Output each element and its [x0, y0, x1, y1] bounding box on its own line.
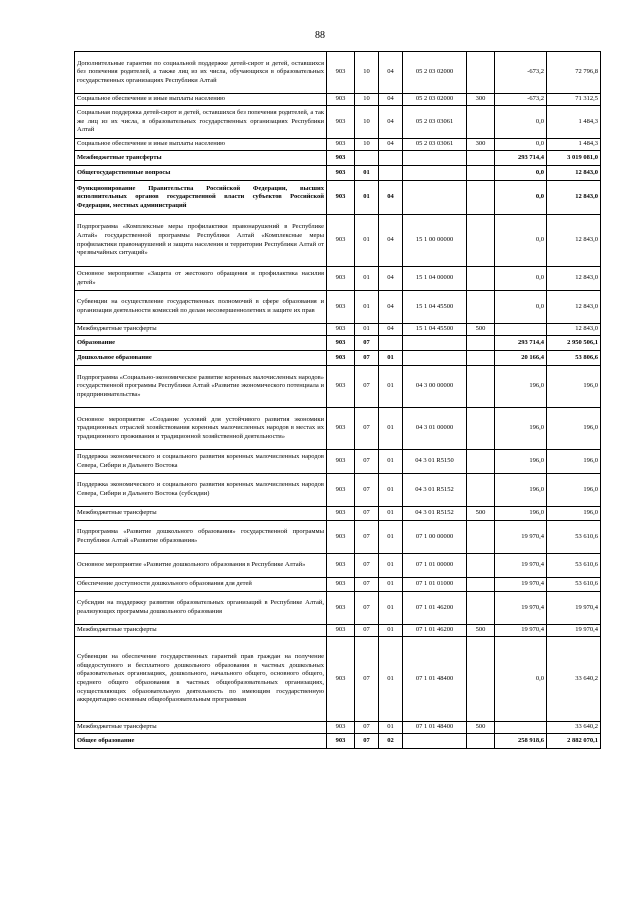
- row-subsection-code: 02: [379, 734, 403, 749]
- table-row: [75, 106, 601, 139]
- row-expense-type-code: 300: [467, 139, 495, 151]
- row-ministry-code: 903: [327, 94, 355, 106]
- row-subsection-code: 01: [379, 366, 403, 408]
- table-row: [75, 637, 601, 722]
- table-row: [75, 625, 601, 637]
- row-ministry-code: 903: [327, 151, 355, 166]
- row-expense-type-code: [467, 215, 495, 267]
- row-amount-total: 196,0: [547, 507, 601, 521]
- row-ministry-code: 903: [327, 734, 355, 749]
- table-row: [75, 366, 601, 408]
- row-amount-total: 33 640,2: [547, 722, 601, 734]
- row-target-article-code: 05 2 03 02000: [403, 94, 467, 106]
- row-subsection-code: 04: [379, 267, 403, 291]
- row-expense-type-code: 500: [467, 625, 495, 637]
- row-target-article-code: 07 1 01 00000: [403, 554, 467, 578]
- row-name: Основное мероприятие «Защита от жестокого обращения и профилактика насилия детей»: [75, 267, 327, 291]
- row-expense-type-code: 500: [467, 722, 495, 734]
- row-section-code: 10: [355, 106, 379, 139]
- row-target-article-code: 15 1 04 45500: [403, 324, 467, 336]
- row-expense-type-code: [467, 450, 495, 474]
- table-row: [75, 351, 601, 366]
- row-amount-total: 53 610,6: [547, 554, 601, 578]
- row-expense-type-code: [467, 106, 495, 139]
- row-ministry-code: 903: [327, 351, 355, 366]
- table-row: [75, 94, 601, 106]
- row-subsection-code: 01: [379, 592, 403, 625]
- table-row: [75, 166, 601, 181]
- row-amount-change: 0,0: [495, 166, 547, 181]
- row-expense-type-code: [467, 592, 495, 625]
- row-target-article-code: 04 3 01 R5150: [403, 450, 467, 474]
- row-subsection-code: 04: [379, 291, 403, 324]
- row-amount-change: 293 714,4: [495, 151, 547, 166]
- row-expense-type-code: [467, 474, 495, 507]
- table-row: [75, 734, 601, 749]
- table-row: [75, 521, 601, 554]
- row-section-code: 07: [355, 408, 379, 450]
- row-ministry-code: 903: [327, 507, 355, 521]
- row-ministry-code: 903: [327, 106, 355, 139]
- row-expense-type-code: [467, 521, 495, 554]
- row-name: Социальное обеспечение и иные выплаты населению: [75, 139, 327, 151]
- page-number: 88: [315, 30, 325, 41]
- row-name: Субвенции на осуществление государственных полномочий в сфере образования и организации деятельности комиссий по делам несовершеннолетних и защите их прав: [75, 291, 327, 324]
- row-target-article-code: 04 3 01 R5152: [403, 474, 467, 507]
- row-amount-total: 12 843,0: [547, 267, 601, 291]
- row-target-article-code: [403, 351, 467, 366]
- row-section-code: 07: [355, 521, 379, 554]
- table-row: [75, 267, 601, 291]
- row-amount-total: 3 019 081,0: [547, 151, 601, 166]
- row-name: Поддержка экономического и социального развития коренных малочисленных народов Севера, Сибири и Дальнего Востока: [75, 450, 327, 474]
- row-amount-total: 12 843,0: [547, 291, 601, 324]
- row-amount-total: 33 640,2: [547, 637, 601, 722]
- row-amount-change: 19 970,4: [495, 554, 547, 578]
- row-target-article-code: 05 2 03 03061: [403, 139, 467, 151]
- row-amount-change: 19 970,4: [495, 625, 547, 637]
- row-expense-type-code: [467, 408, 495, 450]
- row-amount-change: 196,0: [495, 408, 547, 450]
- row-expense-type-code: [467, 734, 495, 749]
- row-ministry-code: 903: [327, 521, 355, 554]
- row-name: Основное мероприятие «Развитие дошкольного образования в Республике Алтай»: [75, 554, 327, 578]
- row-amount-total: 19 970,4: [547, 625, 601, 637]
- row-amount-total: 53 610,6: [547, 521, 601, 554]
- table-row: [75, 215, 601, 267]
- row-expense-type-code: [467, 166, 495, 181]
- row-expense-type-code: [467, 52, 495, 94]
- row-amount-total: 12 843,0: [547, 215, 601, 267]
- row-ministry-code: 903: [327, 592, 355, 625]
- row-amount-change: 0,0: [495, 215, 547, 267]
- row-amount-change: [495, 722, 547, 734]
- row-section-code: 10: [355, 94, 379, 106]
- row-amount-total: 196,0: [547, 474, 601, 507]
- row-target-article-code: 07 1 01 46200: [403, 592, 467, 625]
- row-name: Обеспечение доступности дошкольного образования для детей: [75, 578, 327, 592]
- row-subsection-code: 01: [379, 637, 403, 722]
- table-row: [75, 474, 601, 507]
- row-ministry-code: 903: [327, 366, 355, 408]
- row-target-article-code: 07 1 01 01000: [403, 578, 467, 592]
- row-amount-total: 53 806,6: [547, 351, 601, 366]
- row-name: Поддержка экономического и социального развития коренных малочисленных народов Севера, Сибири и Дальнего Востока (субсидии): [75, 474, 327, 507]
- row-ministry-code: 903: [327, 408, 355, 450]
- row-ministry-code: 903: [327, 450, 355, 474]
- row-ministry-code: 903: [327, 722, 355, 734]
- table-row: [75, 408, 601, 450]
- row-section-code: 01: [355, 166, 379, 181]
- table-row: [75, 139, 601, 151]
- row-subsection-code: [379, 166, 403, 181]
- table-row: [75, 336, 601, 351]
- row-amount-change: 19 970,4: [495, 521, 547, 554]
- row-amount-total: 196,0: [547, 366, 601, 408]
- row-ministry-code: 903: [327, 336, 355, 351]
- row-amount-total: 12 843,0: [547, 166, 601, 181]
- row-ministry-code: 903: [327, 215, 355, 267]
- row-amount-change: [495, 324, 547, 336]
- row-target-article-code: 15 1 04 45500: [403, 291, 467, 324]
- row-section-code: 01: [355, 181, 379, 215]
- row-name: Основное мероприятие «Создание условий для устойчивого развития экономики традиционных отраслей хозяйствования коренных малочисленных народов в местах их традиционного проживания и традиционной хозяйственной деятельности»: [75, 408, 327, 450]
- row-target-article-code: [403, 181, 467, 215]
- row-name: Образование: [75, 336, 327, 351]
- row-expense-type-code: [467, 366, 495, 408]
- row-section-code: 07: [355, 336, 379, 351]
- row-name: Общегосударственные вопросы: [75, 166, 327, 181]
- row-name: Дополнительные гарантии по социальной поддержке детей-сирот и детей, оставшихся без попечения родителей, а также лиц из их числа, обучающихся в образовательных государственных организациях Республики Алтай: [75, 52, 327, 94]
- row-expense-type-code: [467, 267, 495, 291]
- row-expense-type-code: [467, 554, 495, 578]
- row-amount-change: 0,0: [495, 106, 547, 139]
- row-section-code: 10: [355, 52, 379, 94]
- table-row: [75, 722, 601, 734]
- row-name: Межбюджетные трансферты: [75, 625, 327, 637]
- row-section-code: 07: [355, 637, 379, 722]
- row-ministry-code: 903: [327, 637, 355, 722]
- row-subsection-code: 04: [379, 324, 403, 336]
- row-amount-change: 196,0: [495, 366, 547, 408]
- row-name: Субвенции на обеспечение государственных гарантий прав граждан на получение общедоступного и бесплатного дошкольного образования в частных дошкольных образовательных организациях, дошкольного, начального общего, основного общего, среднего общего образования в частных общеобразовательных организациях, осуществляющих образовательную деятельность по имеющим государственную аккредитацию основным общеобразовательным программам: [75, 637, 327, 722]
- row-section-code: [355, 151, 379, 166]
- row-section-code: 07: [355, 592, 379, 625]
- budget-table-body: [75, 52, 601, 749]
- row-amount-change: 19 970,4: [495, 592, 547, 625]
- row-amount-change: 196,0: [495, 450, 547, 474]
- row-section-code: 07: [355, 450, 379, 474]
- table-row: [75, 151, 601, 166]
- row-amount-change: 19 970,4: [495, 578, 547, 592]
- row-amount-total: 71 312,5: [547, 94, 601, 106]
- row-amount-change: 258 918,6: [495, 734, 547, 749]
- row-ministry-code: 903: [327, 324, 355, 336]
- row-subsection-code: 01: [379, 450, 403, 474]
- row-section-code: 01: [355, 267, 379, 291]
- row-target-article-code: 05 2 03 03061: [403, 106, 467, 139]
- row-ministry-code: 903: [327, 291, 355, 324]
- row-section-code: 07: [355, 474, 379, 507]
- budget-table: [74, 51, 601, 749]
- row-name: Межбюджетные трансферты: [75, 722, 327, 734]
- row-section-code: 07: [355, 507, 379, 521]
- row-section-code: 01: [355, 215, 379, 267]
- row-target-article-code: 07 1 01 48400: [403, 722, 467, 734]
- row-section-code: 07: [355, 351, 379, 366]
- row-amount-change: 20 166,4: [495, 351, 547, 366]
- row-section-code: 07: [355, 366, 379, 408]
- row-ministry-code: 903: [327, 267, 355, 291]
- row-expense-type-code: [467, 336, 495, 351]
- row-expense-type-code: [467, 637, 495, 722]
- table-row: [75, 554, 601, 578]
- row-amount-change: 0,0: [495, 139, 547, 151]
- row-ministry-code: 903: [327, 554, 355, 578]
- row-target-article-code: [403, 151, 467, 166]
- row-subsection-code: 01: [379, 722, 403, 734]
- row-amount-total: 12 843,0: [547, 324, 601, 336]
- table-row: [75, 52, 601, 94]
- row-name: Дошкольное образование: [75, 351, 327, 366]
- row-name: Общее образование: [75, 734, 327, 749]
- row-amount-change: 196,0: [495, 507, 547, 521]
- row-name: Подпрограмма «Развитие дошкольного образования» государственной программы Республики Алтай «Развитие образования»: [75, 521, 327, 554]
- row-section-code: 07: [355, 578, 379, 592]
- table-row: [75, 291, 601, 324]
- row-amount-total: 196,0: [547, 408, 601, 450]
- row-expense-type-code: [467, 578, 495, 592]
- row-ministry-code: 903: [327, 578, 355, 592]
- row-amount-change: -673,2: [495, 94, 547, 106]
- row-name: Функционирование Правительства Российской Федерации, высших исполнительных органов государственной власти субъектов Российской Федерации, местных администраций: [75, 181, 327, 215]
- row-target-article-code: 15 1 00 00000: [403, 215, 467, 267]
- row-subsection-code: 01: [379, 507, 403, 521]
- row-name: Межбюджетные трансферты: [75, 151, 327, 166]
- row-name: Межбюджетные трансферты: [75, 507, 327, 521]
- row-amount-total: 1 484,3: [547, 106, 601, 139]
- row-amount-change: 0,0: [495, 291, 547, 324]
- row-expense-type-code: [467, 181, 495, 215]
- table-row: [75, 592, 601, 625]
- row-expense-type-code: [467, 151, 495, 166]
- row-name: Подпрограмма «Комплексные меры профилактики правонарушений в Республике Алтай» государственной программы Республики Алтай «Комплексные меры профилактики правонарушений и защита населения и территории Республики Алтай от чрезвычайных ситуаций»: [75, 215, 327, 267]
- row-name: Межбюджетные трансферты: [75, 324, 327, 336]
- row-amount-total: 196,0: [547, 450, 601, 474]
- row-subsection-code: 01: [379, 625, 403, 637]
- row-amount-total: 2 882 070,1: [547, 734, 601, 749]
- row-ministry-code: 903: [327, 52, 355, 94]
- row-subsection-code: 01: [379, 578, 403, 592]
- row-subsection-code: [379, 336, 403, 351]
- row-section-code: 07: [355, 734, 379, 749]
- row-target-article-code: 04 3 01 R5152: [403, 507, 467, 521]
- table-row: [75, 450, 601, 474]
- row-section-code: 07: [355, 554, 379, 578]
- row-amount-total: 53 610,6: [547, 578, 601, 592]
- row-ministry-code: 903: [327, 166, 355, 181]
- row-target-article-code: 04 3 01 00000: [403, 408, 467, 450]
- row-subsection-code: 04: [379, 181, 403, 215]
- table-row: [75, 181, 601, 215]
- row-subsection-code: 01: [379, 474, 403, 507]
- row-target-article-code: 07 1 01 46200: [403, 625, 467, 637]
- row-subsection-code: [379, 151, 403, 166]
- row-ministry-code: 903: [327, 181, 355, 215]
- row-ministry-code: 903: [327, 625, 355, 637]
- row-amount-change: 0,0: [495, 267, 547, 291]
- row-ministry-code: 903: [327, 474, 355, 507]
- row-expense-type-code: [467, 351, 495, 366]
- row-section-code: 07: [355, 625, 379, 637]
- table-row: [75, 324, 601, 336]
- row-amount-change: -673,2: [495, 52, 547, 94]
- row-amount-total: 72 796,8: [547, 52, 601, 94]
- row-subsection-code: 01: [379, 521, 403, 554]
- row-expense-type-code: 500: [467, 507, 495, 521]
- row-target-article-code: [403, 336, 467, 351]
- table-row: [75, 507, 601, 521]
- row-target-article-code: [403, 166, 467, 181]
- row-expense-type-code: [467, 291, 495, 324]
- row-section-code: 10: [355, 139, 379, 151]
- row-subsection-code: 01: [379, 408, 403, 450]
- row-target-article-code: 07 1 01 48400: [403, 637, 467, 722]
- row-name: Социальная поддержка детей-сирот и детей, оставшихся без попечения родителей, а так же лиц из их числа, в образовательных государственных организациях Республики Алтай: [75, 106, 327, 139]
- row-name: Социальное обеспечение и иные выплаты населению: [75, 94, 327, 106]
- row-amount-change: 293 714,4: [495, 336, 547, 351]
- row-section-code: 07: [355, 722, 379, 734]
- row-amount-total: 19 970,4: [547, 592, 601, 625]
- row-amount-change: 196,0: [495, 474, 547, 507]
- row-target-article-code: 05 2 03 02000: [403, 52, 467, 94]
- row-subsection-code: 04: [379, 94, 403, 106]
- row-subsection-code: 04: [379, 139, 403, 151]
- row-target-article-code: 15 1 04 00000: [403, 267, 467, 291]
- row-target-article-code: 07 1 00 00000: [403, 521, 467, 554]
- row-amount-total: 12 843,0: [547, 181, 601, 215]
- row-name: Субсидии на поддержку развития образовательных организаций в Республике Алтай, реализующих программы дошкольного образования: [75, 592, 327, 625]
- row-section-code: 01: [355, 324, 379, 336]
- row-amount-total: 2 950 506,1: [547, 336, 601, 351]
- table-row: [75, 578, 601, 592]
- row-target-article-code: [403, 734, 467, 749]
- row-subsection-code: 04: [379, 215, 403, 267]
- row-ministry-code: 903: [327, 139, 355, 151]
- row-target-article-code: 04 3 00 00000: [403, 366, 467, 408]
- row-subsection-code: 04: [379, 52, 403, 94]
- row-expense-type-code: 300: [467, 94, 495, 106]
- row-amount-change: 0,0: [495, 637, 547, 722]
- row-section-code: 01: [355, 291, 379, 324]
- row-subsection-code: 01: [379, 554, 403, 578]
- row-subsection-code: 04: [379, 106, 403, 139]
- row-expense-type-code: 500: [467, 324, 495, 336]
- row-subsection-code: 01: [379, 351, 403, 366]
- row-name: Подпрограмма «Социально-экономическое развитие коренных малочисленных народов» государственной программы Республики Алтай «Развитие экономического потенциала и предпринимательства»: [75, 366, 327, 408]
- row-amount-total: 1 484,3: [547, 139, 601, 151]
- row-amount-change: 0,0: [495, 181, 547, 215]
